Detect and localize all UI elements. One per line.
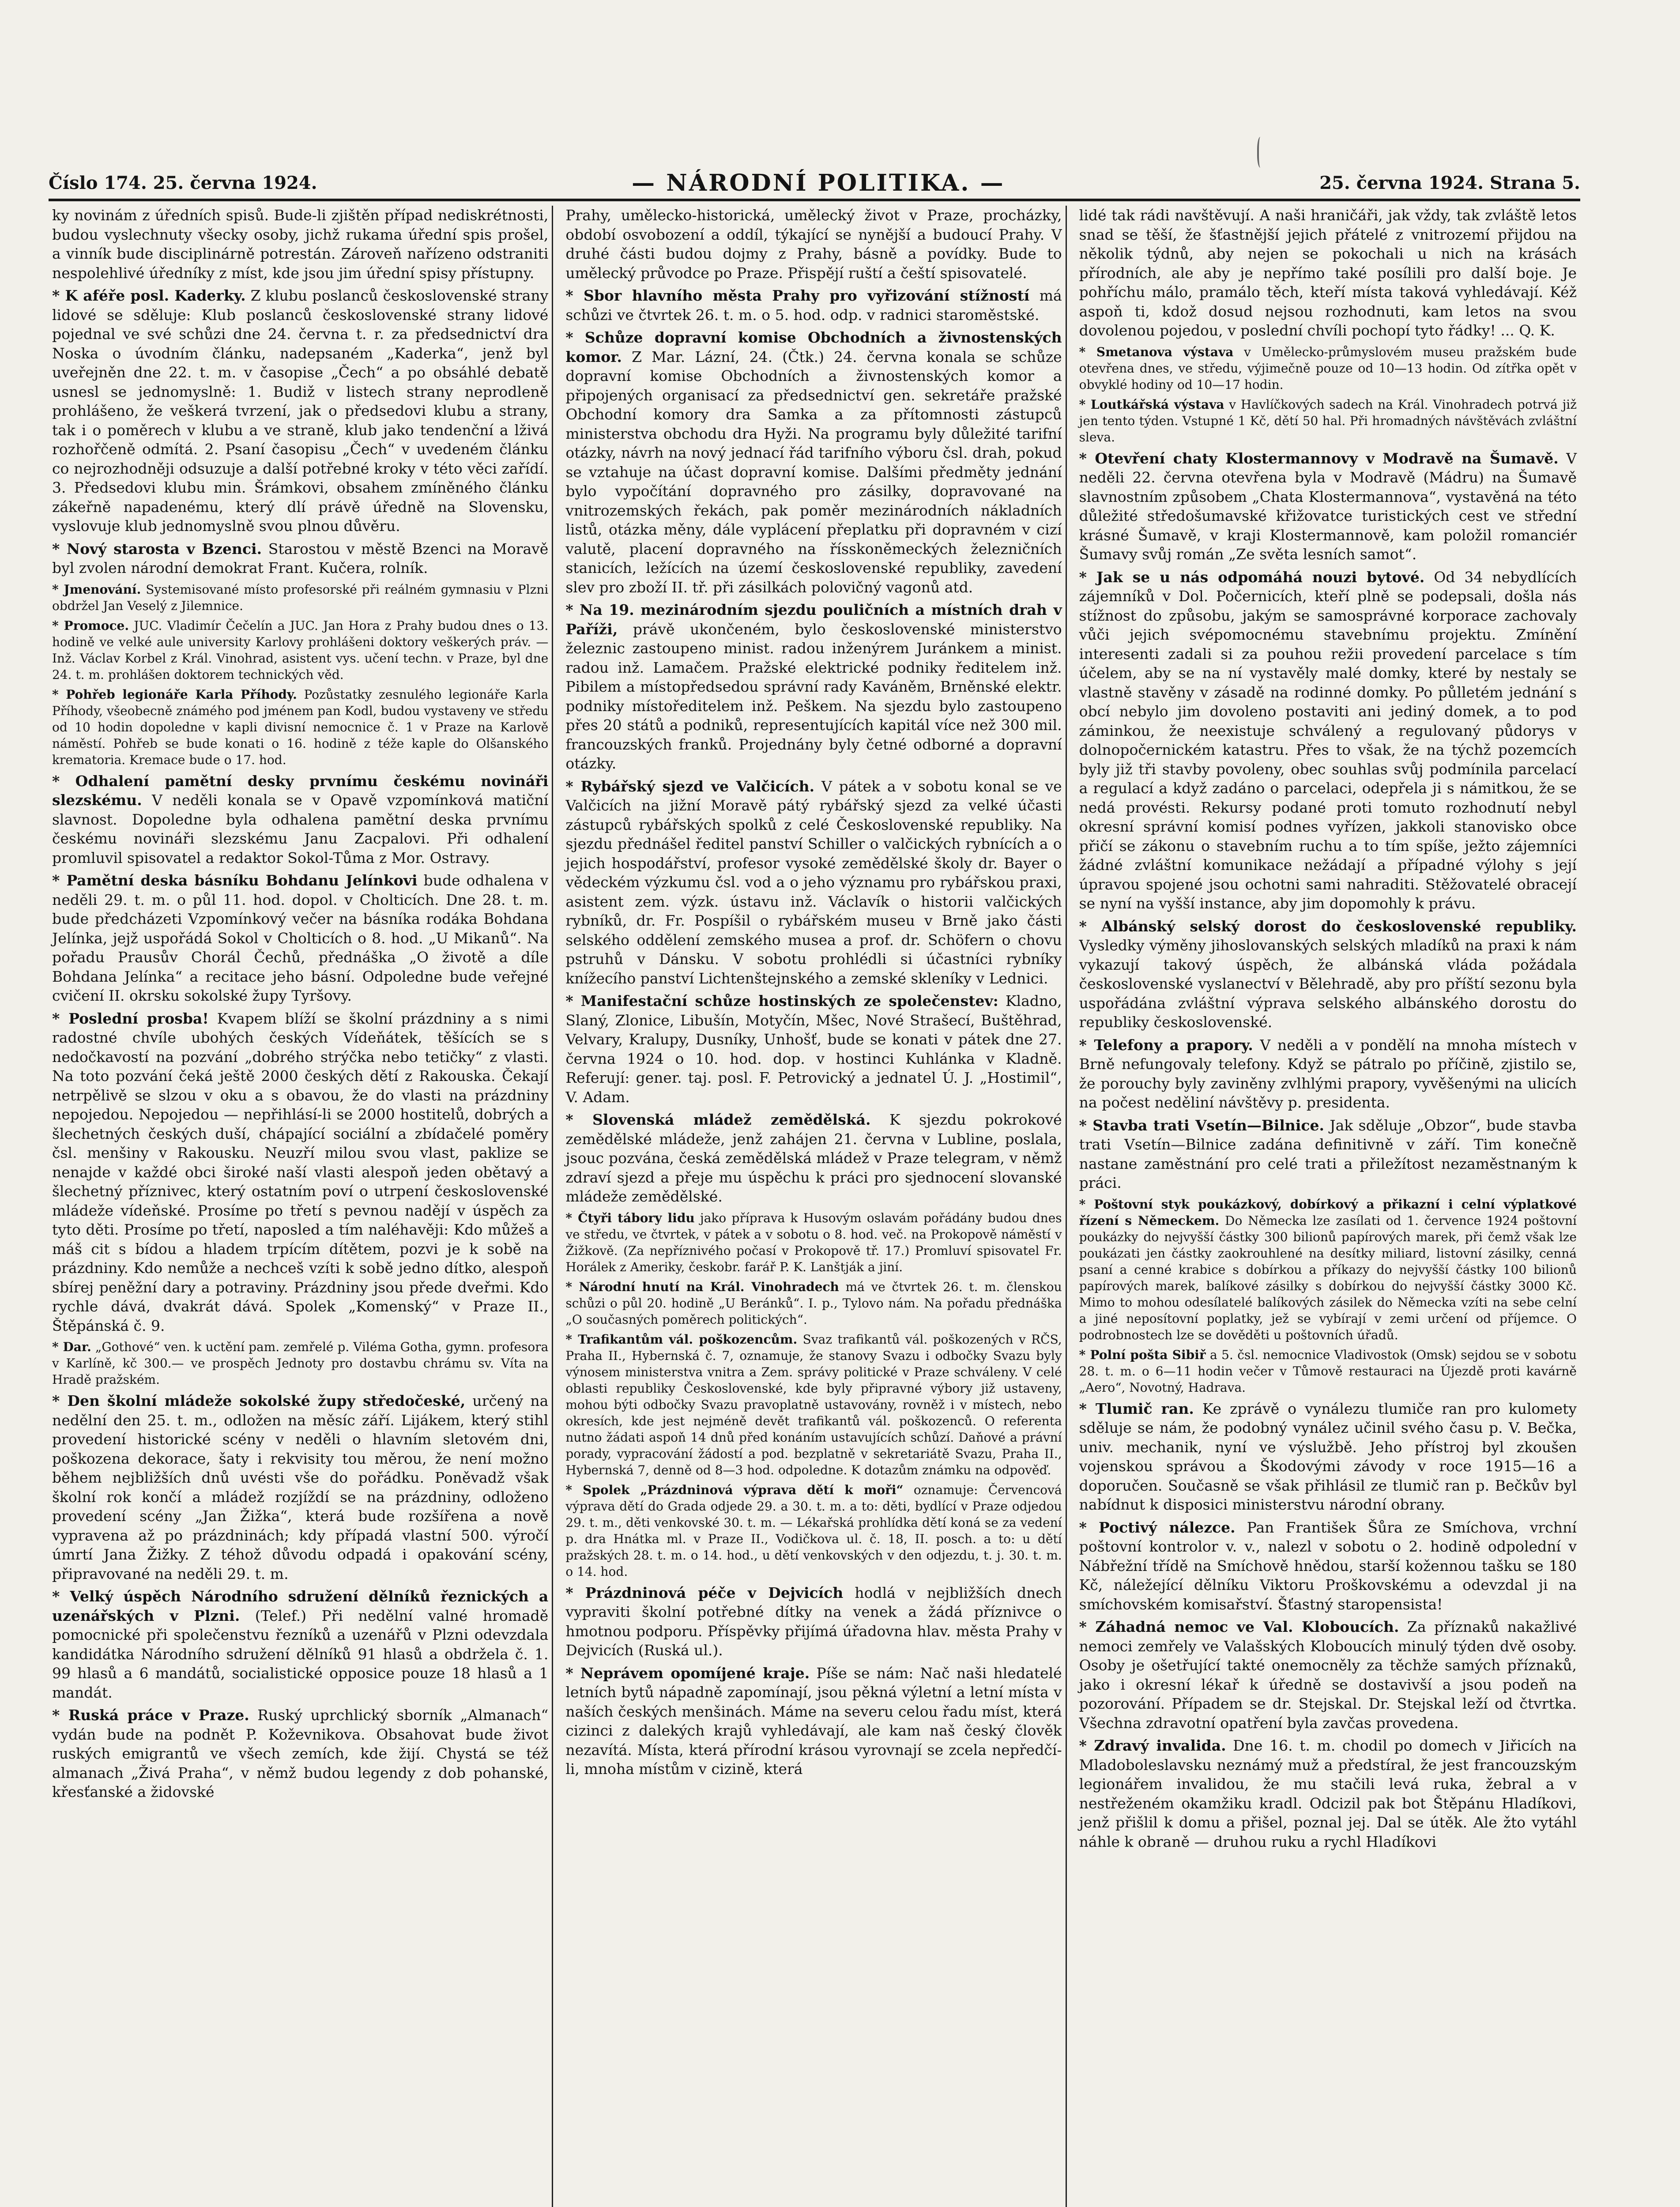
article <box>1079 568 1577 913</box>
article <box>565 1110 1062 1206</box>
article <box>52 206 548 282</box>
article-text: Z Mar. Lázní, 24. (Čtk.) 24. června konala se schůze dopravní komise Obchodních a živnostenských komor a připojených organisací za předsednictví gen. sekretáře pražské Obchodní komory dra Samka a za přítomnosti zástupců ministerstva obchodu dra Hyži. Na programu byly důležité tarifní otázky, návrh na nový jednací řád tarifního výboru čsl. drah, pokud se vztahuje na účast dopravní komise. Dalšími předměty jednání bylo vypočítání dopravného pro zásilky, dopravované na vnitrozemských řekách, pak poměr mezinárodních nákladních listů, otázka měny, dále vyplácení přeplatku při dopravném v cizí valutě, placení dopravného na řísskoněmeckých železničních stanicích, ležících na území československé republiky, zavedení slev pro zboží II. tř. při zásilkách polovičný vagonů atd. <box>565 348 1062 596</box>
article <box>1079 449 1577 564</box>
article-heading: * Tlumič ran. <box>1079 1400 1194 1417</box>
article-text: v Havlíčkových sadech na Král. Vinohradech potrvá již jen tento týden. Vstupné 1 Kč, dětí 50 hal. Při hromadných návštěvách zvláštní sleva. <box>1079 397 1577 444</box>
article-text: Za příznaků nakažlivé nemoci zemřely ve Valašských Kloboucích minulý týden dvě osoby. Osoby je ošetřující takté onemocněly za těchže samých příznaků, jako i okresní lékař k úředně se dostavivší a jsou podeň na pozorování. Případem se dr. Stejskal. Dr. Stejskal leží od čtvrtka. Všechna zdravotní opatření byla zavčas provedena. <box>1079 1618 1577 1732</box>
article-heading: * K aféře posl. Kaderky. <box>52 287 246 304</box>
article-text: Pan František Šůra ze Smíchova, vrchní poštovní kontrolor v. v., nalezl v sobotu o 2. hodině odpolední v Nábřežní třídě na Smíchově hnědou, starší kožennou tašku se 180 Kč, náležející dělníku Viktoru Proškovskému a odevzdal ji na smíchovském komisařství. Šťastný staropensista! <box>1079 1518 1577 1613</box>
masthead-rule <box>49 199 1580 201</box>
article-heading: * Jmenování. <box>52 582 141 597</box>
article-text: V neděli konala se v Opavě vzpomínková matiční slavnost. Dopoledne byla odhalena pamětní deska prvnímu českému novináři slezskému Janu Zacpalovi. Při odhalení promluvil spisovatel a redaktor Sokol-Tůma z Mor. Ostravy. <box>52 791 549 866</box>
issue-number: Číslo 174. 25. června 1924. <box>49 172 317 193</box>
article <box>565 286 1062 324</box>
article-text: „Gothové“ ven. k uctění pam. zemřelé p. Viléma Gotha, gymn. profesora v Karlíně, kč 300.— ve prospěch Jednoty pro dostavbu chrámu sv. Víta na Hradě pražském. <box>52 1340 549 1387</box>
article <box>52 1706 548 1802</box>
column-3 <box>1076 206 1580 2207</box>
article-text: lidé tak rádi navštěvují. A naši hraničáři, jak vždy, tak zvláště letos snad se těší, že šťastnější jejich přátelé z vnitrozemí přijdou na několik týdnů, aby nejen se pokochali u nich na krásách přírodních, ale aby je nepřímo také posílili pro další boje. Je pohříchu málo, pramálo těch, kteří místa taková vyhledávají. Kéž aspoň ti, kdož dosud nejsou rozhodnuti, kam letos na svou dovolenou pojedou, v poslední chvíli pochopí tyto řádky! ... Q. K. <box>1079 207 1577 339</box>
article-text: ky novinám z úředních spisů. Bude-li zjištěn případ nediskrétnosti, budou vyslechnuty všecky osoby, jichž rukama úřední spis prošel, a vinník bude disciplinárně potrestán. Zároveň nařízeno odstraniti nespolehlivé úředníky z míst, kde jsou jim úřední spisy přístupny. <box>52 207 549 282</box>
article <box>52 581 548 614</box>
article-heading: * Neprávem opomíjené kraje. <box>565 1664 810 1682</box>
article <box>1079 917 1577 1032</box>
article-heading: * Záhadná nemoc ve Val. Kloboucích. <box>1079 1618 1399 1635</box>
article-heading: * Pohřeb legionáře Karla Příhody. <box>52 687 297 702</box>
article-text: Ke zprávě o vynálezu tlumiče ran pro kulomety sděluje se nám, že podobný vynález učinil svého času p. V. Bečka, univ. mechanik, nyní ve výslužbě. Jeho přístroj byl zkoušen vojenskou správou a Škodovými závody v roce 1915—16 a doporučen. Současně se však přihlásil ze tlumič ran p. Bečkův byl nabídnut k disposici ministerstvu národní obrany. <box>1079 1400 1577 1513</box>
article-text: JUC. Vladimír Čečelín a JUC. Jan Hora z Prahy budou dnes o 13. hodině ve velké aule university Karlovy prohlášeni doktory veškerých práv. — Inž. Václav Korbel z Král. Vinohrad, asistent vys. učení techn. v Praze, byl dne 24. t. m. prohlášen doktorem technických věd. <box>52 618 549 682</box>
article-text: určený na nedělní den 25. t. m., odložen na měsíc září. Lijákem, který stihl provedení historické scény v neděli o hlavním sletovém dni, poškozena dekorace, šaty i rekvisity tou měrou, že není možno během nejbližších dnů uvésti vše do pořádku. Poněvadž však školní rok končí a mládež rozjíždí se na prázdniny, odloženo provedení scény „Jan Žižka“, která bude rozšířena a nově vypravena až po prázdninách; kdy případá vlastní 500. výročí úmrtí Jana Žižky. Z téhož důvodu odpadá i opakování scény, připravované na neděli 29. t. m. <box>52 1392 549 1582</box>
article-heading: * Trafikantům vál. poškozencům. <box>565 1332 798 1347</box>
article-text: K sjezdu pokrokové zemědělské mládeže, jenž zahájen 21. června v Lubline, poslala, jsouc pozvána, česká zemědělská mládež v Praze telegram, v němž zdraví sjezd a přeje mu úspěchu k práci pro sjednocení slovanské mládeže zemědělské. <box>565 1111 1062 1205</box>
article <box>565 328 1062 597</box>
article <box>52 286 548 536</box>
article-heading: * Promoce. <box>52 618 129 633</box>
article-heading: * Dar. <box>52 1340 91 1354</box>
article-text: Kvapem blíží se školní prázdniny a s nimi radostné chvíle ubohých českých Vídeňátek, těšících se s nedočkavostí na pozvání „dobrého strýčka nebo tetičky“ z vlasti. Na toto pozvání čeká ještě 2000 českých dětí z Rakouska. Čekají netrpělivě se slzou v oku a s obavou, že do vlasti na prázdniny nepojedou. Nepojedou — nepřihlásí-li se 2000 hostitelů, dobrých a šlechetných českých duší, chápající sociální a zbídačelé poměry čsl. menšiny v Rakousku. Neuzří milou svou vlast, paklize se nenajde v každé obci široké naší vlasti alespoň jeden obětavý a šlechetný příznivec, který ostatním poví o utrpení československé mládeže vídeňské. Prosíme po třetí s pevnou nadějí v úspěch za tyto děti. Prosíme po třetí, naposled a tím naléhavěji: Kdo můžeš a máš cit s bídou a hladem trpícím dítětem, pozvi je k sobě na prázdniny. Kdo nemůže a nechceš vzíti k sobě jedno dítko, alespoň sbírej peněžní dary a potraviny. Prázdniny jsou přede dveřmi. Kdo rychle dává, dvakrát dává. Spolek „Komenský“ v Praze II., Štěpánská č. 9. <box>52 1009 549 1334</box>
article-text: Píše se nám: Nač naši hledatelé letních bytů nápadně zapomínají, jsou pěkná výletní a letní místa v naších českých menšinách. Máme na severu celou řadu míst, která cizinci z dalekých krajů vyhledávají, ale kam naš český člověk nezavítá. Místa, která přírodní krásou vyrovnají se zcela nepředčí-li, mnoha místům v cizině, která <box>565 1664 1062 1778</box>
masthead <box>49 169 1580 197</box>
article-text: Dne 16. t. m. chodil po domech v Jiřicích na Mladoboleslavsku neznámý muž a předstíral, že jest francouzským legionářem invalidou, že mu stačili levá ruka, žebral a v nestřeženém okamžiku kradl. Odcizil pak bot Štěpánu Hladíkovi, jenž přišlil k domu a přišel, poznal jej. Dal se útěk. Ale žto vytáhl náhle k obraně — druhou ruku a rychl Hladíkovi <box>1079 1737 1577 1850</box>
article-text: Ruský uprchlický sborník „Almanach“ vydán bude na podnět P. Koževnikova. Obsahovat bude život ruských emigrantů ve všech zemích, kde žijí. Chystá se též almanach „Živá Praha“, v němž budou legendy z dob pohanské, křesťanské a židovské <box>52 1706 549 1800</box>
article-text: Od 34 nebydlících zájemníků v Dol. Počernicích, kteří plně se podepsali, došla nás stížnost do způsobu, jakým se samosprávné korporace zachovaly vůči jejich svépomocnému stavebnímu projektu. Zmínění interesenti zadali si za pouhou režii provedení parcelace s tím účelem, aby se na ní vystavěly malé domky, které by nestaly se vlastně stavěny v zásadě na rodinné domky. Po půlletém jednání s obcí nebylo jim dovoleno postaviti ani jediný domek, a to pod záminkou, že neexistuje schválený a regulovaný půdorys v dolnopočernickém katastru. Přes to však, že na týchž pozemcích byly již tři stavby povoleny, obec souhlas svůj podmínila parcelací a regulací a když zadáno o parcelaci, odepřela ji s námitkou, že se nedá provésti. Rekursy podané proti tomuto rozhodnutí nebyl okresní správní komisí podnes vyřízen, jakkoli stanovisko obce přičí se zákonu o stavebním ruchu a to tím spíše, ježto zájemníci žádné zvláštní komunikace nežádají a případné výlohy s její úpravou spojené jsou ochotni sami nahraditi. Stěžovatelé obracejí se nyní na vyšší instance, aby jim dopomohly k právu. <box>1079 568 1577 912</box>
article-heading: * Nový starosta v Bzenci. <box>52 540 262 557</box>
article-heading: * Na 19. mezinárodním sjezdu pouličních a místních drah v Paříži, <box>565 601 1062 638</box>
article <box>565 991 1062 1107</box>
article <box>52 1339 548 1388</box>
article-heading: * Poslední prosba! <box>52 1009 209 1027</box>
article <box>1079 1518 1577 1614</box>
article <box>565 1331 1062 1478</box>
article <box>1079 1736 1577 1851</box>
article-text: oznamuje: Červencová výprava dětí do Grada odjede 29. a 30. t. m. a to: děti, bydlící v Praze odjedou 29. t. m., děti venkovské 30. t. m. — Lékařská prohlídka dětí koná se za vedení p. dra Hnátka ml. v Praze II., Vodičkova ul. č. 18, II. posch. a to: u dětí pražských 28. t. m. o 14. hod., u dětí venkovských v den odjezdu, t. j. 30. t. m. o 14. hod. <box>565 1482 1062 1579</box>
article <box>1079 206 1577 340</box>
date-page: 25. června 1924. Strana 5. <box>1319 172 1580 193</box>
article-heading: * Manifestační schůze hostinských ze společenstev: <box>565 992 998 1009</box>
article-heading: * Poštovní styk poukázkový, dobírkový a přikazní i celní výplatkové řízení s Německem. <box>1079 1197 1577 1228</box>
columns <box>49 206 1580 2207</box>
article-heading: * Telefony a prapory. <box>1079 1036 1253 1054</box>
article-heading: * Sbor hlavního města Prahy pro vyřizování stížností <box>565 287 1030 304</box>
article-text: (Telef.) Při nedělní valné hromadě pomocnické při společenstvu řezníků a uzenářů v Plzni odevzdala kandidátka Národního sdružení dělníků 91 hlasů a obdržela č. 1. 99 hlasů a 6 mandátů, socialistické opposice pouze 18 hlasů a 1 mandát. <box>52 1607 549 1701</box>
article <box>1079 1036 1577 1112</box>
article <box>52 1587 548 1702</box>
article <box>52 686 548 768</box>
article-heading: * Jak se u nás odpomáhá nouzi bytové. <box>1079 568 1425 586</box>
article-heading: * Prázdninová péče v Dejvicích <box>565 1584 844 1601</box>
article <box>52 1391 548 1583</box>
article-text: má ve čtvrtek 26. t. m. členskou schůzi o půl 20. hodině „U Beránků“. I. p., Tylovo nám. Na pořadu přednáška „O současných poměrech politických“. <box>565 1279 1062 1327</box>
article <box>565 1210 1062 1275</box>
article-heading: * Loutkářská výstava <box>1079 397 1224 412</box>
article <box>1079 1617 1577 1732</box>
article-heading: * Stavba trati Vsetín—Bilnice. <box>1079 1116 1324 1134</box>
article <box>1079 1196 1577 1343</box>
column-1 <box>49 206 553 2207</box>
article-text: Jak sděluje „Obzor“, bude stavba trati Vsetín—Bilnice zadána definitivně v září. Tim konečně nastane zaměstnání pro celé trati a přiležítost nezaměstnaným k práci. <box>1079 1116 1577 1191</box>
article-text: a 5. čsl. nemocnice Vladivostok (Omsk) sejdou se v sobotu 28. t. m. o 6—11 hodin večer v Tůmově restauraci na Újezdě proti kavárně „Aero“, Novotný, Hadrava. <box>1079 1347 1577 1395</box>
article-heading: * Pamětní deska básníku Bohdanu Jelínkovi <box>52 872 418 889</box>
article-heading: * Albánský selský dorost do československé republiky. <box>1079 917 1577 935</box>
article-heading: * Otevření chaty Klostermannovy v Modravě na Šumavě. <box>1079 449 1559 467</box>
article <box>52 871 548 1006</box>
article <box>52 772 548 868</box>
scan-mark <box>1257 137 1265 168</box>
article-text: V neděli a v pondělí na mnoha místech v Brně nefungovaly telefony. Když se pátralo po příčině, zjistilo se, že porouchy byly zaviněny zvlhlými prapory, vyvěšenými na ulicích na počest neděliní návštěvy p. presidenta. <box>1079 1036 1577 1111</box>
article-heading: * Rybářský sjezd ve Valčicích. <box>565 777 815 795</box>
article-text: hodlá v nejbližších dnech vypraviti školní potřebné dítky na venek a žádá příznivce o hmotnou podporu. Příspěvky přijímá úřadovna hlav. města Prahy v Dejvicích (Ruská ul.). <box>565 1584 1062 1659</box>
article-heading: * Poctivý nálezce. <box>1079 1518 1236 1536</box>
article-heading: * Slovenská mládež zemědělská. <box>565 1111 871 1128</box>
article <box>52 539 548 578</box>
article <box>1079 396 1577 445</box>
article-text: Kladno, Slaný, Zlonice, Libušín, Motyčín, Mšec, Nové Strašecí, Buštěhrad, Velvary, Kralupy, Dusníky, Unhošť, bude se konati v pátek dne 27. června 1924 o 10. hod. dop. v hostinci Kuhlánka v Kladně. Referují: gener. taj. posl. F. Petrovický a jednatel Ú. J. „Hostimil“, V. Adam. <box>565 992 1062 1106</box>
article <box>565 1583 1062 1660</box>
article <box>1079 1116 1577 1193</box>
article <box>565 1482 1062 1580</box>
article-heading: * Polní pošta Sibiř <box>1079 1347 1206 1362</box>
article <box>565 777 1062 988</box>
article <box>1079 1347 1577 1396</box>
article-text: Prahy, umělecko-historická, umělecký život v Praze, procházky, období osvobození a oddíl, týkající se nynější a budoucí Prahy. V druhé části budou dojmy z Prahy, básně a povídky. Bude to umělecký průvodce po Praze. Přispějí ruští a čeští spisovatelé. <box>565 207 1062 282</box>
article-text: V neděli 22. června otevřena byla v Modravě (Mádru) na Šumavě slavnostním způsobem „Chata Klostermannova“, vystavěná na této důležité středošumavské křižovatce turistických cest ve střední krásné Šumavě, v kraji Klostermannově, kam položil romanciér Šumavy svůj román „Ze světa lesních samot“. <box>1079 449 1577 563</box>
article-heading: * Schůze dopravní komise Obchodních a živnostenských komor. <box>565 329 1062 365</box>
article-text: Systemisované místo profesorské při reálném gymnasiu v Plzni obdržel Jan Veselý z Jilemnice. <box>52 582 549 613</box>
article-heading: * Spolek „Prázdninová výprava dětí k moři“ <box>565 1482 904 1497</box>
article <box>565 600 1062 773</box>
article-text: Vysledky výměny jihoslovanských selských mladíků na praxi k nám vykazují takový úspěch, že albánská vláda požádala československé vyslanectví v Bělehradě, aby pro příští sezonu byla uspořádána zvláštní výprava selského albánského dorostu do republiky československé. <box>1079 937 1577 1031</box>
article-text: právě ukončeném, bylo československé ministerstvo železnic zastoupeno minist. radou inženýrem Juránkem a minist. radou inž. Lamačem. Pražské elektrické podniky ředitelem inž. Pibilem a místopředsedou správní rady Kaváněm, Brněnské elektr. podniky místoředitelem inž. Peškem. Na sjezdu bylo zastoupeno přes 20 států a podniků, representujících kapitál více než 300 mil. francouzských franků. Projednány byly četné odborné a dopravní otázky. <box>565 620 1062 772</box>
article-text: má schůzi ve čtvrtek 26. t. m. o 5. hod. odp. v radnici staroměstské. <box>565 287 1062 324</box>
article-heading: * Národní hnutí na Král. Vinohradech <box>565 1279 839 1294</box>
article-text: Svaz trafikantů vál. poškozených v RČS, Praha II., Hybernská č. 7, oznamuje, že stanovy Svazu i odbočky Svazu byly výnosem ministerstva vnitra a Zem. správy politické v Praze schváleny. V celé oblasti republiky Československé, kde byly připravné výbory již ustaveny, mohou býti odbočky Svazu pravoplatně ustavovány, rovněž i v místech, nebo okresích, kde jest nejméně devět trafikantů vál. poškozenců. O referenta nutno žádati aspoň 14 dnů před konáním ustavujících schůzí. Daňové a právní porady, vypracování žádostí a pod. bezplatně v sekretariátě Svazu, Praha II., Hybernská 7, denně od 8—3 hod. odpoledne. K dotazům známku na odpověď. <box>565 1332 1062 1477</box>
article-heading: * Ruská práce v Praze. <box>52 1706 249 1724</box>
newspaper-title: — NÁRODNÍ POLITIKA. — <box>632 169 1005 196</box>
article-text: Z klubu poslanců československé strany lidové se sděluje: Klub poslanců československé strany lidové pojednal ve své schůzi dne 24. června t. r. za předsednictví dra Noska o úvodním článku, nadepsaném „Kaderka“, jenž byl uveřejněn dne 22. t. m. v časopise „Čech“ a po obsáhlé debatě usnesl se jednomyslně: 1. Budiž v listech strany neprodleně prohlášeno, že veškerá tvrzení, jak o předsedovi klubu a strany, tak i o poměrech v klubu a ve straně, klub jako tendenční a lživá rozhořčeně odmítá. 2. Psaní časopisu „Čech“ v uvedeném článku co nejrozhodněji odsuzuje a další potřebné kroky v této věci zařídí. 3. Předsedovi klubu min. Šrámkovi, obsahem zmíněného článku zákeřně napadenému, který dlí právě úředně na Slovensku, vyslovuje klub jednomyslně svou plnou důvěru. <box>52 287 549 535</box>
article <box>1079 344 1577 393</box>
article-text: jako příprava k Husovým oslavám pořádány budou dnes ve středu, ve čtvrtek, v pátek a v sobotu o 8. hod. več. na Prokopově náměstí v Žižkově. (Za nepříznivého počasí v Prokopově tř. 17.) Promluví spisovatel Fr. Horálek z Ameriky, českobr. farář P. K. Lanštják a jiní. <box>565 1210 1062 1274</box>
article-text: bude odhalena v neděli 29. t. m. o půl 11. hod. dopol. v Cholticích. Dne 28. t. m. bude předcházeti Vzpomínkový večer na básníka rodáka Bohdana Jelínka, jejž uspořádá Sokol v Cholticích o 8. hod. „U Mikanů“. Na pořadu Prausův Chorál Čechů, přednáška „O životě a díle Bohdana Jelínka“ a recitace jeho básní. Odpoledne bude veřejné cvičení II. okrsku sokolské župy Tyršovy. <box>52 872 549 1004</box>
article-text: Starostou v městě Bzenci na Moravě byl zvolen národní demokrat Frant. Kučera, rolník. <box>52 540 549 576</box>
article-text: Pozůstatky zesnulého legionáře Karla Příhody, všeobecně známého pod jménem pan Kodl, budou vystaveny ve středu od 10 hodin dopoledne v kapli divisní nemocnice č. 1 v Praze na Karlově náměstí. Pohřeb se bude konati o 16. hodině z téže kaple do Olšanského krematoria. Kremace bude o 17. hod. <box>52 687 549 767</box>
article-text: V pátek a v sobotu konal se ve Valčicích na jižní Moravě pátý rybářský sjezd za velké účasti zástupců rybářských spolků z celé Československé republiky. Na sjezdu přednášel ředitel panství Schiller o valčických rybnících a o jejich hospodářství, profesor vysoké zemědělské školy dr. Bayer o vědeckém výzkumu čsl. vod a o jeho významu pro rybářskou praxi, asistent zem. výzk. ústavu inž. Václavík o historii valčických rybníků, dr. Fr. Pospíšil o rybářském museu v Brně jako části selského oddělení zemského musea a prof. dr. Schöfern o chovu pstruhů v Dánsku. V sobotu prohlédli si účastníci rybníky knížecího panství Lichtenštejnského a zemské skleníky v Lednici. <box>565 777 1062 987</box>
article-text: v Umělecko-průmyslovém museu pražském bude otevřena dnes, ve středu, výjimečně pouze od 10—13 hodin. Od zítřka opět v obvyklé hodiny od 10—17 hodin. <box>1079 344 1577 392</box>
article <box>565 1664 1062 1779</box>
article-heading: * Čtyři tábory lidu <box>565 1210 695 1225</box>
article <box>565 206 1062 282</box>
article <box>565 1279 1062 1328</box>
article <box>52 618 548 683</box>
article-text: Do Německa lze zasílati od 1. července 1924 poštovní poukázky do nejvyšší částky 300 bilionů papírových marek, při čemž však lze poukázati jen částky zaokrouhlené na desítky miliard, listovní zásilky, cenná psaní a cenné krabice s dobírkou a příkazy do nejvyšší částky 100 bilionů papírových marek, balíkové zásilky s dobírkou do nejvyšší částky 3000 Kč. Mimo to mohou odesílatelé balíkových zásilek do Německa vzíti na sebe celní a jiné neposítovní poplatky, jež se vybírají v zemi určení od příjemce. O podrobnostech lze se dověděti u poštovních úřadů. <box>1079 1213 1577 1342</box>
article-heading: * Velký úspěch Národního sdružení dělníků řeznických a uzenářských v Plzni. <box>52 1588 549 1624</box>
column-2 <box>562 206 1066 2207</box>
article-heading: * Odhalení pamětní desky prvnímu českému novináři slezskému. <box>52 772 549 809</box>
article-heading: * Zdravý invalida. <box>1079 1737 1226 1754</box>
article <box>52 1009 548 1336</box>
article-heading: * Smetanova výstava <box>1079 344 1234 359</box>
article <box>1079 1399 1577 1514</box>
article-heading: * Den školní mládeže sokolské župy středočeské, <box>52 1392 466 1409</box>
